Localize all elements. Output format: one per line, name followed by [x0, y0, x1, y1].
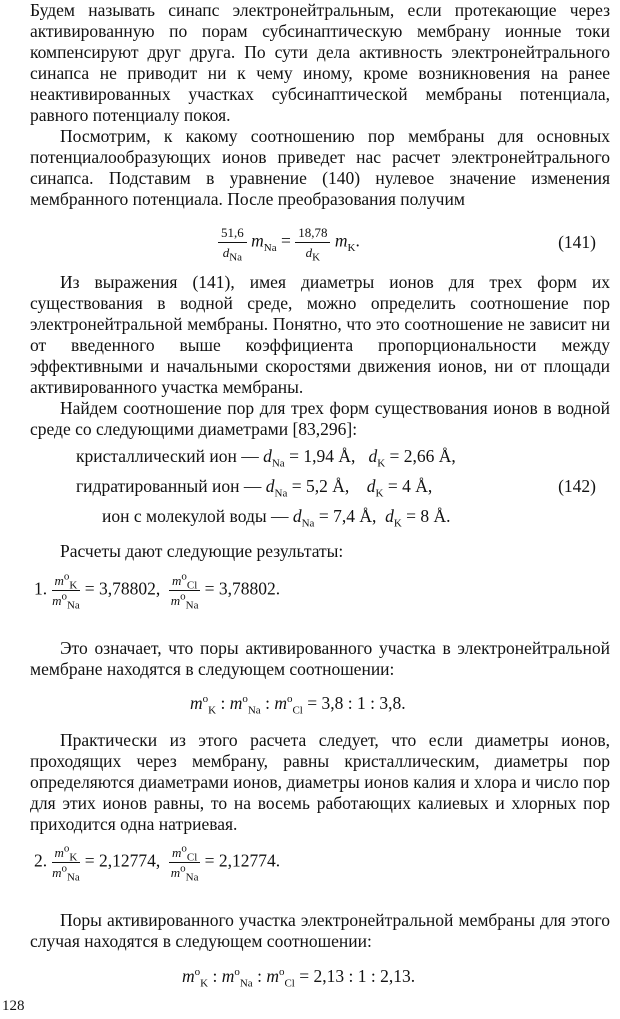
equation-number-141: (141) — [558, 232, 596, 252]
ion-diameters-list — [76, 446, 456, 536]
paragraph-8: Поры активированного участка электронейтральной мембраны для этого случая находятся в следующем соотношении: — [30, 910, 610, 951]
paragraph-1: Будем называть синапс электронейтральным, если протекающие через активированную по порам субсинаптическую мембрану ионные токи компенсируют друг друга. По сути дела активность электронейтрального синапса не приводит ни к чему иному, кроме возникновения на ранее неактивированных участках субсинаптической мембраны потенциала, равного потенциалу покоя. — [30, 0, 610, 125]
ion-row-water: ион с молекулой воды — $d_{Na} = 7,4$ Å, $d_K = 8$ Å. — [102, 506, 451, 530]
equation-141: 51,6 $d_{Na}$ $m_{Na}$ = $\frac{18,78}{d_K}$ $m_K$. — [218, 226, 360, 259]
paragraph-3: Из выражения (141), имея диаметры ионов для трех форм их существования в водной среде, можно определить соотношение пор электронейтральной мембраны. Понятно, что это соотношение не зависит ни от введенного выше коэффициента пропорциональности между эффективными и начальными скоростями движения ионов, ни от площади активированного участка мембраны. — [30, 272, 610, 397]
ratio-2: $m^o_K$ : $m^o_{Na}$ : $m^o_{Cl} = 2,13$ : 1 : 2,13. — [182, 966, 416, 990]
paragraph-7: Практически из этого расчета следует, что если диаметры ионов, проходящих через мембрану, равны кристаллическим, диаметры пор определяются диаметрами ионов, диаметры ионов калия и хлора и число пор для этих ионов равны, то на восемь работающих калиевых и хлорных пор приходится одна натриевая. — [30, 730, 610, 834]
equation-number-142: (142) — [558, 476, 596, 496]
result-2: 2. $m^o_K$ $m^o_{Na}$ = 2,12774, $m^o_{Cl}$ $m^o_{Na}$ = 2,12774. — [34, 842, 281, 884]
result-1: 1. $m^o_K$ $m^o_{Na}$ = 3,78802, $m^o_{Cl}$ $m^o_{Na}$ = 3,78802. — [34, 570, 281, 612]
ion-row-crystal: кристаллический ион — $d_{Na} = 1,94$ Å, $d_K = 2,66$ Å, — [76, 446, 456, 470]
paragraph-4: Найдем соотношение пор для трех форм существования ионов в водной среде со следующими диаметрами [83,296]: — [30, 398, 610, 439]
ion-row-hydrated: гидратированный ион — $d_{Na} = 5,2$ Å, $d_K = 4$ Å, — [76, 476, 433, 500]
paragraph-2: Посмотрим, к какому соотношению пор мембраны для основных потенциалообразующих ионов приведет нас расчет электронейтрального синапса. Подставим в уравнение (140) нулевое значение изменения мембранного потенциала. После преобразования получим — [30, 126, 610, 209]
ratio-1: $m^o_K$ : $m^o_{Na}$ : $m^o_{Cl} = 3,8$ : 1 : 3,8. — [190, 693, 406, 717]
page-number: 128 — [2, 998, 25, 1014]
paragraph-6: Это означает, что поры активированного участка в электронейтральной мембране находятся в следующем соотношении: — [30, 638, 610, 679]
paragraph-5: Расчеты дают следующие результаты: — [60, 541, 344, 561]
